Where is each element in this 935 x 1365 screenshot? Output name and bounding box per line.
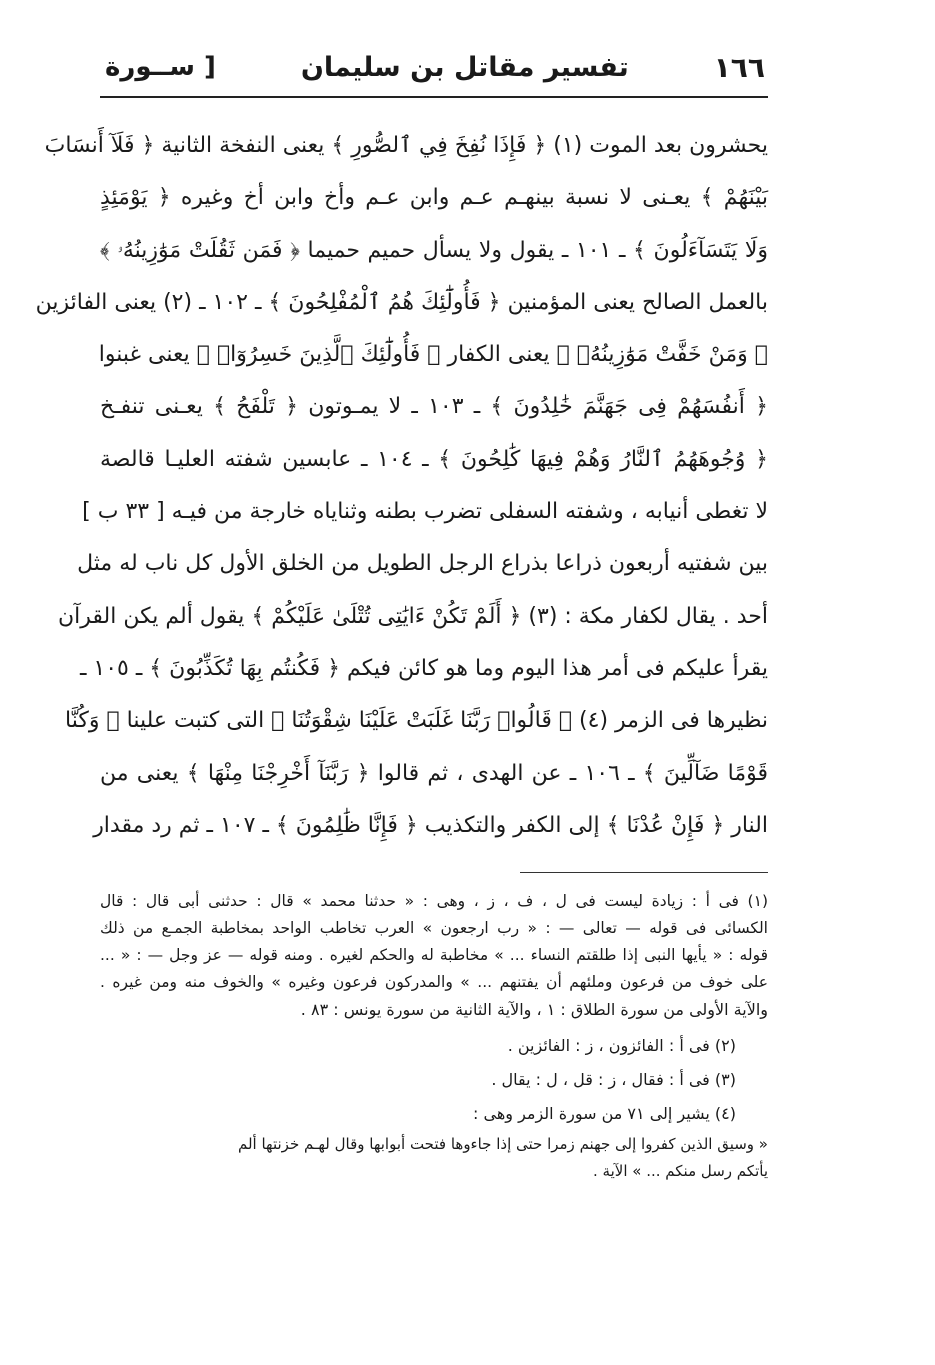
- footnote-4-quote-line: « وسيق الذين كفروا إلى جهنم زمرا حتى إذا جاءوها فتحت أبوابها وقال لهـم خزنتها ألم: [238, 1135, 768, 1153]
- page-number: ١٦٦: [713, 50, 765, 84]
- text-line: قَوْمًا ضَآلِّينَ ﴾ ـ ١٠٦ ـ عن الهدى ، ثم قالوا ﴿ رَبَّنَآ أَخْرِجْنَا مِنْهَا ﴾ يعنى من: [100, 760, 768, 786]
- footnote-4-quote-line: يأتكم رسل منكم ... » الآية .: [593, 1162, 768, 1180]
- footnote-3: (٣) فى أ : فقال ، ز : قل ، ل : يقال .: [491, 1070, 736, 1089]
- footnotes: [100, 888, 768, 1185]
- footnote-1-line: (١) فى أ : زيادة ليست فى ل ، ف ، ز ، وهى : « حدثنا محمد » قال : حدثنى أبى قال : قال: [100, 892, 768, 910]
- header-divider: [100, 96, 768, 98]
- text-line: أحد . يقال لكفار مكة : (٣) ﴿ أَلَمْ تَكُنْ ءَايَٰتِى تُتْلَىٰ عَلَيْكُمْ ﴾ يقول ألم يكن القرآن: [58, 603, 768, 629]
- text-line: يحشرون بعد الموت (١) ﴿ فَإِذَا نُفِخَ فِي ٱلصُّورِ ﴾ يعنى النفخة الثانية ﴿ فَلَآ أَنسَابَ: [44, 133, 768, 158]
- text-line: النار ﴿ فَإِنْ عُدْنَا ﴾ إلى الكفر والتكذيب ﴿ فَإِنَّا ظَٰلِمُونَ ﴾ ـ ١٠٧ ـ ثم رد مقدار: [93, 812, 768, 838]
- text-line: لا تغطى أنيابه ، وشفته السفلى تضرب بطنه وثناياه خارجة من فيـه [ ٣٣ ب ]: [82, 499, 768, 525]
- footnote-4: (٤) يشير إلى ٧١ من سورة الزمر وهى :: [473, 1104, 736, 1123]
- text-line: ﴿ وَمَنْ خَفَّتْ مَوَٰزِينُهُۥ ﴾ يعنى الكفار ﴿ فَأُولَٰٓئِكَ ٱلَّذِينَ خَسِرُوٓا۟ ﴾ يعنى غبنوا: [98, 342, 768, 368]
- running-title: تفسير مقاتل بن سليمان: [300, 51, 629, 83]
- footnote-2: (٢) فى أ : الفائزون ، ز : الفائزين .: [507, 1036, 736, 1055]
- footnote-divider: [520, 872, 768, 873]
- footnote-1-line: الكسائى فى قوله — تعالى — : « رب ارجعون » العرب تخاطب الواحد بمخاطبة الجمـع من ذلك: [100, 919, 768, 937]
- text-line: بَيْنَهُمْ ﴾ يعـنى لا نسبة بينهـم عـم وابن عـم وأخ وابن أخ وغيره ﴿ يَوْمَئِذٍ: [100, 185, 768, 211]
- footnote-1-line: على خوف من فرعون وملئهم أن يفتنهم ... » والمدركون فرعون وغيره » والخوف منه ومن غيره .: [100, 973, 768, 991]
- footnote-1-line: والآية الأولى من سورة الطلاق : ١ ، والآية الثانية من سورة يونس : ٨٣ .: [300, 1000, 768, 1019]
- text-line: ﴿ أَنفُسَهُمْ فِى جَهَنَّمَ خَٰلِدُونَ ﴾ ـ ١٠٣ ـ لا يمـوتون ﴿ تَلْفَحُ ﴾ يعـنى تنفـخ: [100, 394, 768, 420]
- text-line: نظيرها فى الزمر (٤) ﴿ قَالُوا۟ رَبَّنَا غَلَبَتْ عَلَيْنَا شِقْوَتُنَا ﴾ التى كتبت علينا ﴿ وَكُنَّا: [65, 708, 768, 734]
- text-line: وَلَا يَتَسَآءَلُونَ ﴾ ـ ١٠١ ـ يقول ولا يسأل حميم حميما ﴿ فَمَن ثَقُلَتْ مَوَٰزِينُهُۥ ﴾: [100, 237, 769, 263]
- text-line: يقرأ عليكم فى أمر هذا اليوم وما هو كائن فيكم ﴿ فَكُنتُم بِهَا تُكَذِّبُونَ ﴾ ـ ١٠٥ ـ: [79, 655, 768, 681]
- text-line: بالعمل الصالح يعنى المؤمنين ﴿ فَأُولَٰٓئِكَ هُمُ ٱلْمُفْلِحُونَ ﴾ ـ ١٠٢ ـ (٢) يعنى الفائزين: [35, 289, 768, 315]
- text-line: بين شفتيه أربعون ذراعا بذراع الرجل الطويل من الخلق الأول كل ناب له مثل: [77, 551, 768, 577]
- main-text: [35, 120, 769, 852]
- sura-label: [ ســورة: [105, 52, 216, 82]
- text-line: ﴿ وُجُوهَهُمُ ٱلنَّارُ وَهُمْ فِيهَا كَٰلِحُونَ ﴾ ـ ١٠٤ ـ عابسين شفته العليـا قالصة: [100, 446, 768, 472]
- page-header: [105, 40, 765, 94]
- footnote-1-line: قوله : « يأيها النبى إذا طلقتم النساء ... » مخاطبة له والحكم لغيره . ومنه قوله — عز وجل — : « ...: [100, 946, 768, 964]
